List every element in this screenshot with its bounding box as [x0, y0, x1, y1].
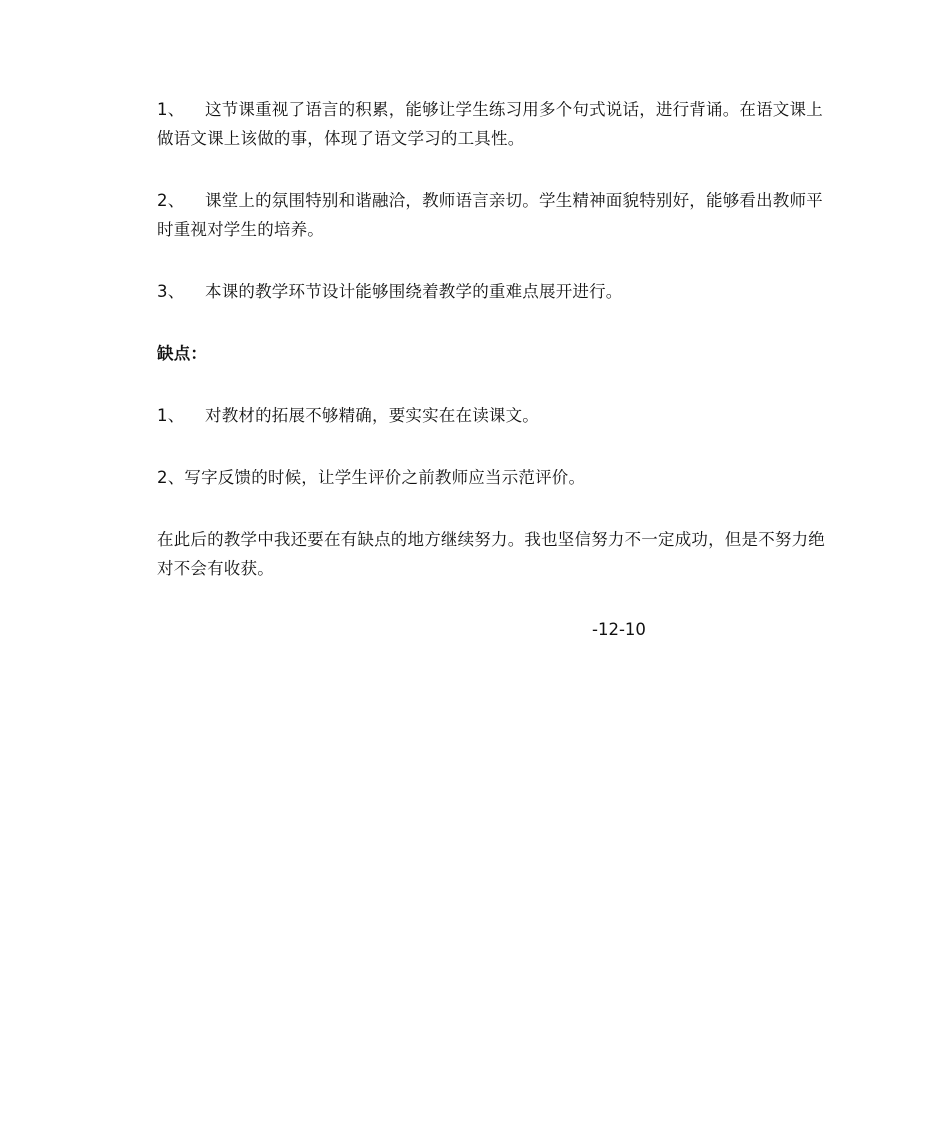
- item-text: 写字反馈的时候，让学生评价之前教师应当示范评价。: [184, 468, 586, 487]
- item-text: 课堂上的氛围特别和谐融洽，教师语言亲切。学生精神面貌特别好，能够看出教师平时重视对学生的培养。: [157, 191, 823, 239]
- advantage-item-2: [120, 186, 832, 244]
- item-number: 2、: [157, 468, 185, 487]
- item-number: 1、: [157, 100, 185, 119]
- item-text: 本课的教学环节设计能够围绕着教学的重难点展开进行。: [205, 282, 623, 301]
- shortcoming-item-1: [120, 401, 832, 430]
- item-number: 1、: [157, 406, 185, 425]
- advantage-item-1: [120, 95, 832, 153]
- item-text: 对教材的拓展不够精确，要实实在在读课文。: [205, 406, 539, 425]
- item-text: 这节课重视了语言的积累，能够让学生练习用多个句式说话，进行背诵。在语文课上做语文课上该做的事，体现了语文学习的工具性。: [157, 100, 823, 148]
- advantage-item-3: [120, 277, 832, 306]
- document-date: -12-10: [592, 620, 646, 639]
- closing-paragraph: 在此后的教学中我还要在有缺点的地方继续努力。我也坚信努力不一定成功，但是不努力绝对不会有收获。: [157, 530, 825, 578]
- shortcomings-heading: 缺点：: [157, 344, 208, 363]
- shortcoming-item-2: [120, 463, 832, 492]
- item-number: 2、: [157, 191, 185, 210]
- item-number: 3、: [157, 282, 185, 301]
